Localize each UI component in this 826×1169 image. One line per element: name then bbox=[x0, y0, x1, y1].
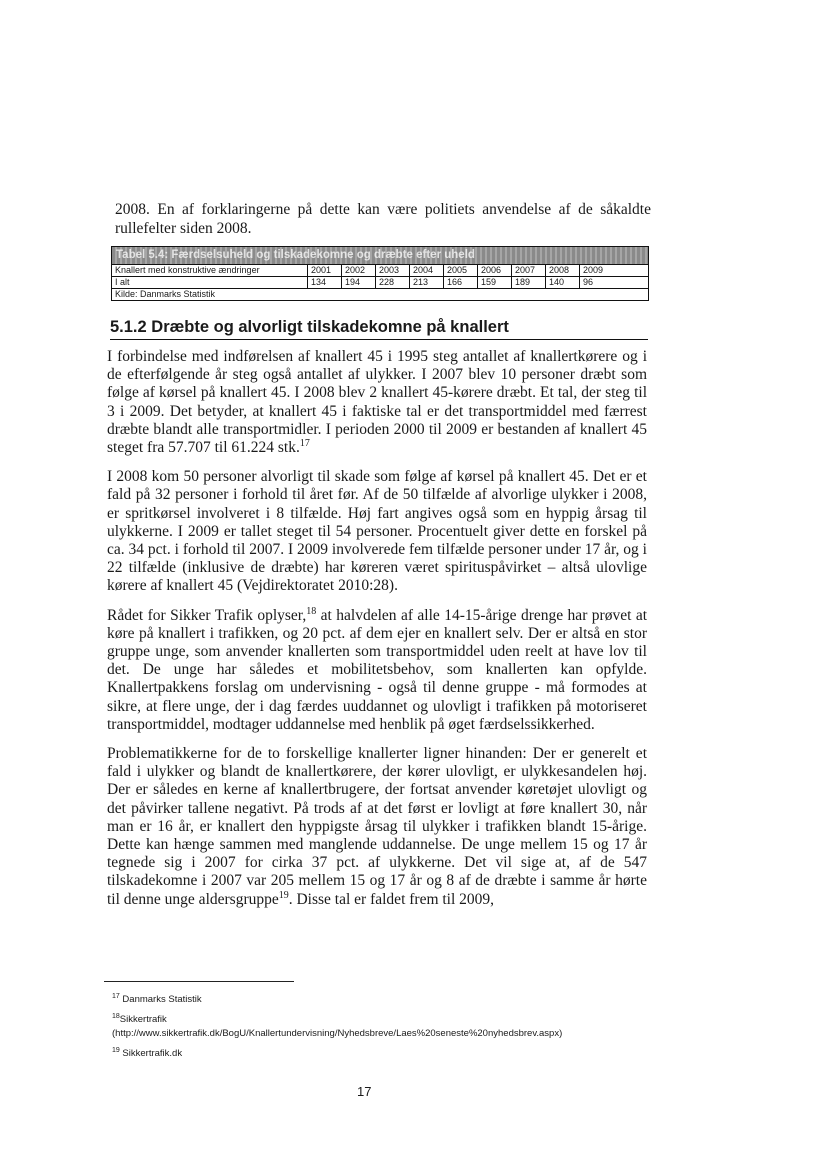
paragraph-text: Rådet for Sikker Trafik oplyser, bbox=[107, 606, 307, 624]
table-year-cell: 2006 bbox=[478, 265, 512, 276]
intro-text: 2008. En af forklaringerne på dette kan være politiets anvendelse af de såkaldte rullefelter siden 2008. bbox=[115, 201, 651, 237]
table-value-cell: 213 bbox=[410, 277, 444, 288]
table-year-cell: 2001 bbox=[308, 265, 342, 276]
footnotes bbox=[112, 993, 672, 1067]
paragraph-text: . Disse tal er faldet frem til 2009, bbox=[288, 890, 495, 908]
table-value-cell: 166 bbox=[444, 277, 478, 288]
section-heading: 5.1.2 Dræbte og alvorligt tilskadekomne på knallert bbox=[110, 318, 648, 340]
table-year-cell: 2004 bbox=[410, 265, 444, 276]
footnote-19 bbox=[112, 1047, 672, 1061]
footnote-ref: 17 bbox=[299, 437, 310, 449]
paragraph bbox=[107, 745, 647, 909]
footnote-text: Danmarks Statistik bbox=[119, 994, 202, 1005]
paragraph: I 2008 kom 50 personer alvorligt til skade som følge af kørsel på knallert 45. Det er et fald på 32 personer i forhold til året før. Af de 50 tilfælde af alvorlige ulykker i 2008, er spritkørsel involveret i 8 tilfælde. Høj fart angives også som en hyppig årsag til ulykkerne. I 2009 er tallet steget til 54 personer. Procentuelt giver dette en forskel på ca. 34 pct. i forhold til 2007. I 2009 involverede fem tilfælde personer under 17 år, og i 22 tilfælde (inklusive de dræbte) har køreren været spirituspåvirket – altså ulovlige kørere af knallert 45 (Vejdirektoratet 2010:28). bbox=[107, 468, 647, 595]
paragraph bbox=[107, 607, 647, 734]
table-header-label: Knallert med konstruktive ændringer bbox=[112, 265, 308, 276]
footnote-text: Sikkertrafik.dk bbox=[119, 1048, 183, 1059]
body-text bbox=[107, 348, 647, 920]
table-year-cell: 2008 bbox=[546, 265, 580, 276]
footnote-ref: 19 bbox=[278, 889, 289, 901]
footnote-ref: 18 bbox=[306, 605, 317, 617]
table-value-cell: 134 bbox=[308, 277, 342, 288]
page-number: 17 bbox=[357, 1084, 372, 1099]
paragraph-text: Problematikkerne for de to forskellige knallerter ligner hinanden: Der er generelt et fald i ulykker og blandt de knallertkørere, der kører ulovligt, er ulykkesandelen høj. Der er således en kerne af knallertbrugere, der fortsat anvender køretøjet ulovligt og det påvirker tallene negativt. På trods af at det først er lovligt at føre knallert 30, når man er 16 år, er knallert den hyppigste årsag til ulykker i trafikken blandt 15-årige. Dette kan hænge sammen med manglende uddannelse. De unge mellem 15 og 17 år tegnede sig i 2007 for cirka 37 pct. af ulykkerne. Det vil sige at, af de 547 tilskadekomne i 2007 var 205 mellem 15 og 17 år og 8 af de dræbte i samme år hørte til denne unge aldersgruppe bbox=[107, 745, 647, 908]
footnote-number: 17 bbox=[112, 992, 120, 1000]
paragraph-text: at halvdelen af alle 14-15-årige drenge har prøvet at køre på knallert i trafikken, og 20 pct. af dem ejer en knallert selv. Der er altså en stor gruppe unge, som anvender knallerten som transportmiddel uden reelt at have lov til det. De unge har således et mobilitetsbehov, som knallerten kan opfylde. Knallertpakkens forslag om undervisning - også til denne gruppe - må formodes at sikre, at flere unge, der i dag færdes uuddannet og ulovligt i trafikken på motoriseret transportmiddel, modtager uddannelse med henblik på øget færdselssikkerhed. bbox=[107, 606, 647, 733]
table-value-cell: 189 bbox=[512, 277, 546, 288]
table-title-text: Tabel 5.4: Færdselsuheld og tilskadekomne og dræbte efter uheld bbox=[116, 249, 475, 261]
footnote-18 bbox=[112, 1013, 672, 1041]
table-year-cell: 2005 bbox=[444, 265, 478, 276]
footnote-divider bbox=[104, 981, 294, 982]
footnote-17 bbox=[112, 993, 672, 1007]
table-row bbox=[112, 277, 648, 289]
paragraph-text: I forbindelse med indførelsen af knallert 45 i 1995 steg antallet af knallertkørere og i de efterfølgende år steg også antallet af ulykker. I 2007 blev 10 personer dræbt som følge af kørsel på knallert 45. I 2008 blev 2 knallert 45-kørere dræbt. Et tal, der steg til 3 i 2009. Det betyder, at knallert 45 i faktiske tal er det transportmiddel med færrest dræbte blandt alle transportmidler. I perioden 2000 til 2009 er bestanden af knallert 45 steget fra 57.707 til 61.224 stk. bbox=[107, 348, 647, 457]
table-source: Kilde: Danmarks Statistik bbox=[115, 289, 216, 299]
paragraph bbox=[107, 348, 647, 457]
table-header-row bbox=[112, 265, 648, 277]
table-value-cell: 228 bbox=[376, 277, 410, 288]
table-year-cell: 2007 bbox=[512, 265, 546, 276]
table-year-cell: 2003 bbox=[376, 265, 410, 276]
table-title bbox=[112, 247, 648, 265]
footnote-text: Sikkertrafik bbox=[119, 1014, 167, 1025]
table-year-cell: 2009 bbox=[583, 265, 604, 275]
statistics-table bbox=[111, 246, 649, 301]
footnote-number: 19 bbox=[112, 1046, 120, 1054]
table-year-cell: 2002 bbox=[342, 265, 376, 276]
table-row-label: I alt bbox=[112, 277, 308, 288]
footnote-number: 18 bbox=[112, 1012, 120, 1020]
footnote-url: (http://www.sikkertrafik.dk/BogU/Knallertundervisning/Nyhedsbreve/Laes%20seneste%20nyhedsbrev.aspx) bbox=[112, 1028, 563, 1039]
table-value-cell: 96 bbox=[583, 277, 594, 287]
table-value-cell: 194 bbox=[342, 277, 376, 288]
table-value-cell: 140 bbox=[546, 277, 580, 288]
table-value-cell: 159 bbox=[478, 277, 512, 288]
